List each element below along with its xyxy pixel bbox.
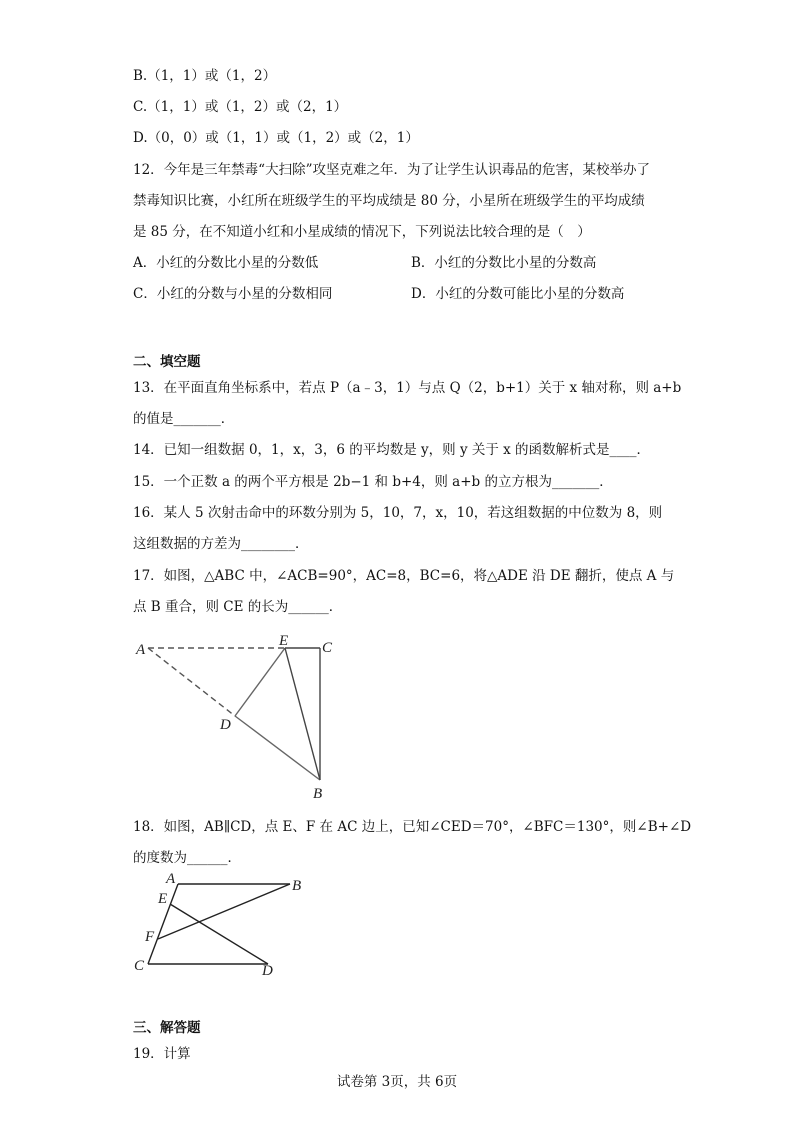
q16-line-1: 16．某人 5 次射击命中的环数分别为 5，10，7，x，10，若这组数据的中位数为 8，则 xyxy=(133,505,663,521)
q12-option-b: B．小红的分数比小星的分数高 xyxy=(411,255,597,271)
label-d: D xyxy=(262,963,273,979)
segment-de xyxy=(235,648,285,716)
label-b: B xyxy=(292,878,302,894)
label-c: C xyxy=(134,958,145,974)
label-a: A xyxy=(166,871,176,887)
segment-fb xyxy=(158,884,290,939)
q11-option-d: D.（0，0）或（1，1）或（1，2）或（2，1） xyxy=(133,130,419,146)
q12-line-1: 12．今年是三年禁毒“大扫除”攻坚克难之年．为了让学生认识毒品的危害，某校举办了 xyxy=(133,162,650,178)
q12-option-c: C．小红的分数与小星的分数相同 xyxy=(133,286,333,302)
label-b: B xyxy=(313,786,323,802)
segment-db xyxy=(235,716,320,780)
label-e: E xyxy=(158,891,168,907)
q12-option-d: D．小红的分数可能比小星的分数高 xyxy=(411,286,625,302)
q15-line: 15．一个正数 a 的两个平方根是 2b−1 和 b+4，则 a+b 的立方根为_______． xyxy=(133,474,613,490)
q13-line-1: 13．在平面直角坐标系中，若点 P（a﹣3，1）与点 Q（2，b+1）关于 x 轴对称，则 a+b xyxy=(133,380,682,396)
label-f: F xyxy=(145,929,155,945)
label-d: D xyxy=(220,717,231,733)
q17-line-1: 17．如图，△ABC 中，∠ACB=90°，AC=8，BC=6，将△ADE 沿 DE 翻折，使点 A 与 xyxy=(133,568,675,584)
q11-option-c: C.（1，1）或（1，2）或（2，1） xyxy=(133,99,348,115)
q12-option-a: A．小红的分数比小星的分数低 xyxy=(133,255,319,271)
q18-line-1: 18．如图，AB∥CD，点 E、F 在 AC 边上，已知∠CED＝70°，∠BFC＝130°，则∠B+∠D xyxy=(133,819,692,835)
label-e: E xyxy=(279,633,289,649)
label-c: C xyxy=(322,640,333,656)
segment-eb xyxy=(285,648,320,780)
q17-line-2: 点 B 重合，则 CE 的长为______． xyxy=(133,599,343,615)
q12-line-2: 禁毒知识比赛，小红所在班级学生的平均成绩是 80 分，小星所在班级学生的平均成绩 xyxy=(133,193,645,209)
figure-18-parallel-lines xyxy=(130,868,310,980)
figure-17-triangle xyxy=(130,628,350,808)
segment-ad-dashed xyxy=(148,648,235,716)
label-a: A xyxy=(136,642,146,658)
q13-line-2: 的值是_______． xyxy=(133,411,235,427)
q19-line: 19．计算 xyxy=(133,1046,191,1062)
page-footer: 试卷第 3页，共 6页 xyxy=(336,1074,458,1090)
q11-option-b: B.（1，1）或（1，2） xyxy=(133,68,277,84)
section-fill-blank-heading: 二、填空题 xyxy=(133,354,201,370)
q14-line: 14．已知一组数据 0，1，x，3，6 的平均数是 y，则 y 关于 x 的函数解析式是____． xyxy=(133,442,651,458)
section-solution-heading: 三、解答题 xyxy=(133,1020,201,1036)
q12-line-3: 是 85 分，在不知道小红和小星成绩的情况下，下列说法比较合理的是（ ） xyxy=(133,224,591,240)
q16-line-2: 这组数据的方差为________． xyxy=(133,536,309,552)
q18-line-2: 的度数为______． xyxy=(133,850,241,866)
